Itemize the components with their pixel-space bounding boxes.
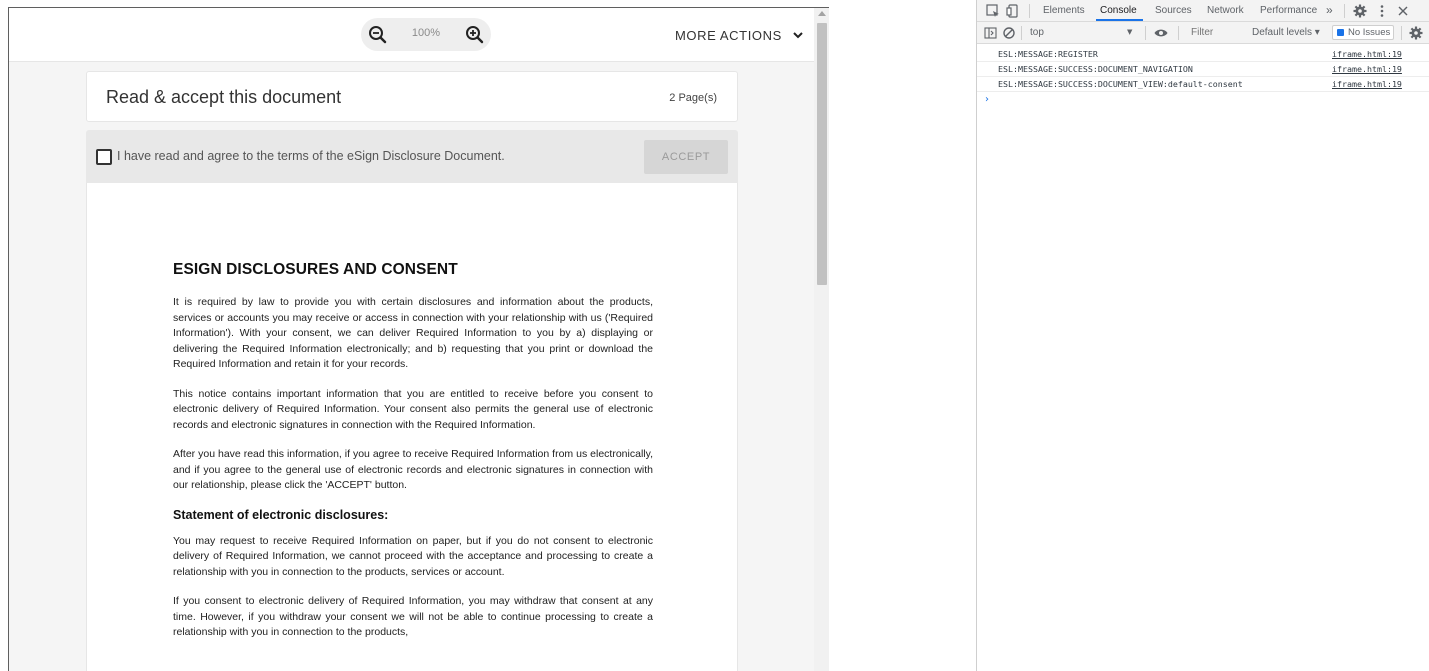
issues-icon [1337,29,1344,36]
more-tabs-button[interactable]: » [1326,3,1333,17]
console-settings-gear-icon[interactable] [1408,25,1424,41]
console-message [977,62,1429,77]
console-source-link[interactable]: iframe.html:19 [1332,64,1402,74]
tab-console[interactable]: Console [1100,5,1137,16]
zoom-level: 100% [411,27,441,39]
console-prompt[interactable]: › [985,94,989,105]
scroll-up-arrow-icon[interactable] [818,11,826,16]
more-actions-label: MORE ACTIONS [675,27,782,43]
page-count: 2 Page(s) [669,92,717,104]
clear-console-icon[interactable] [1001,25,1017,41]
divider [1178,26,1179,40]
document-paragraph: This notice contains important information that you are entitled to receive before you consent to electronic delivery of Required Information. Your consent also permits the general use of electronic records and electronic signatures in connection with the Required Information. [173,387,653,431]
agree-label: I have read and agree to the terms of the eSign Disclosure Document. [117,149,505,163]
agree-checkbox[interactable] [96,149,112,165]
zoom-control [361,18,491,51]
viewer-scrollbar[interactable] [814,8,829,671]
document-paragraph: If you consent to electronic delivery of Required Information, you may withdraw that consent at any time. However, if you withdraw your consent we will not be able to continue processing to create a relationship with you in connection to the products, [173,595,653,638]
zoom-out-icon[interactable] [366,23,390,47]
document-content [173,261,653,655]
sidebar-toggle-icon[interactable] [983,25,999,41]
kebab-menu-icon[interactable] [1374,3,1390,19]
document-header [86,71,738,122]
close-icon[interactable] [1395,3,1411,19]
document-subheading: Statement of electronic disclosures: [173,507,389,522]
context-caret-icon: ▼ [1127,28,1133,36]
console-message [977,47,1429,62]
document-paragraph: It is required by law to provide you with certain disclosures and information about the products, services or accounts you may receive or access in connection with your relationship with us ('Required Information'). With your consent, we can deliver Required Information to you by a) displaying or delivering the Required Information electronically; and b) requesting that you print or download the Required Information and retain it for your records. [173,296,653,370]
zoom-in-icon[interactable] [463,23,487,47]
viewer-toolbar [9,8,814,62]
console-source-link[interactable]: iframe.html:19 [1332,49,1402,59]
settings-gear-icon[interactable] [1352,3,1368,19]
divider [1021,26,1022,40]
console-message-text: ESL:MESSAGE:SUCCESS:DOCUMENT_NAVIGATION [998,64,1193,74]
accept-button[interactable]: ACCEPT [644,140,728,174]
accept-bar [86,130,738,183]
more-actions-button[interactable] [675,26,804,44]
chevron-down-icon [792,29,804,41]
device-toggle-icon[interactable] [1005,3,1021,19]
tab-network[interactable]: Network [1207,5,1244,16]
issues-label: No Issues [1348,27,1391,38]
console-message [977,77,1429,92]
devtools-panel [976,0,1429,671]
console-message-text: ESL:MESSAGE:REGISTER [998,49,1098,59]
document-viewer [8,7,829,671]
console-toolbar [977,22,1429,44]
devtools-tab-bar [977,0,1429,22]
document-heading: ESIGN DISCLOSURES AND CONSENT [173,261,458,278]
console-message-text: ESL:MESSAGE:SUCCESS:DOCUMENT_VIEW:default-consent [998,79,1243,89]
divider [1145,26,1146,40]
tab-performance[interactable]: Performance [1260,5,1318,16]
document-paragraph: You may request to receive Required Information on paper, but if you do not consent to electronic delivery of Required Information, we cannot proceed with the acceptance and processing to create a relationship with you in connection to the products, services or account. [173,534,653,578]
live-expression-eye-icon[interactable] [1153,25,1169,41]
scrollbar-thumb[interactable] [817,23,827,285]
context-selector[interactable]: top [1030,27,1044,38]
tab-elements[interactable]: Elements [1043,5,1085,16]
inspect-element-icon[interactable] [985,3,1001,19]
divider [1029,4,1030,18]
console-source-link[interactable]: iframe.html:19 [1332,79,1402,89]
document-page [86,183,738,671]
filter-input[interactable] [1188,25,1248,40]
log-levels-dropdown[interactable]: Default levels ▾ [1252,27,1320,38]
document-paragraph: After you have read this information, if you agree to receive Required Information from us electronically, and if you agree to the general use of electronic records and electronic signatures in connection with our relationship, please click the 'ACCEPT' button. [173,448,653,491]
divider [1344,4,1345,18]
active-tab-indicator [1096,19,1143,21]
issues-button[interactable] [1332,25,1394,40]
document-title: Read & accept this document [106,87,342,107]
divider [1401,26,1402,40]
tab-sources[interactable]: Sources [1155,5,1192,16]
